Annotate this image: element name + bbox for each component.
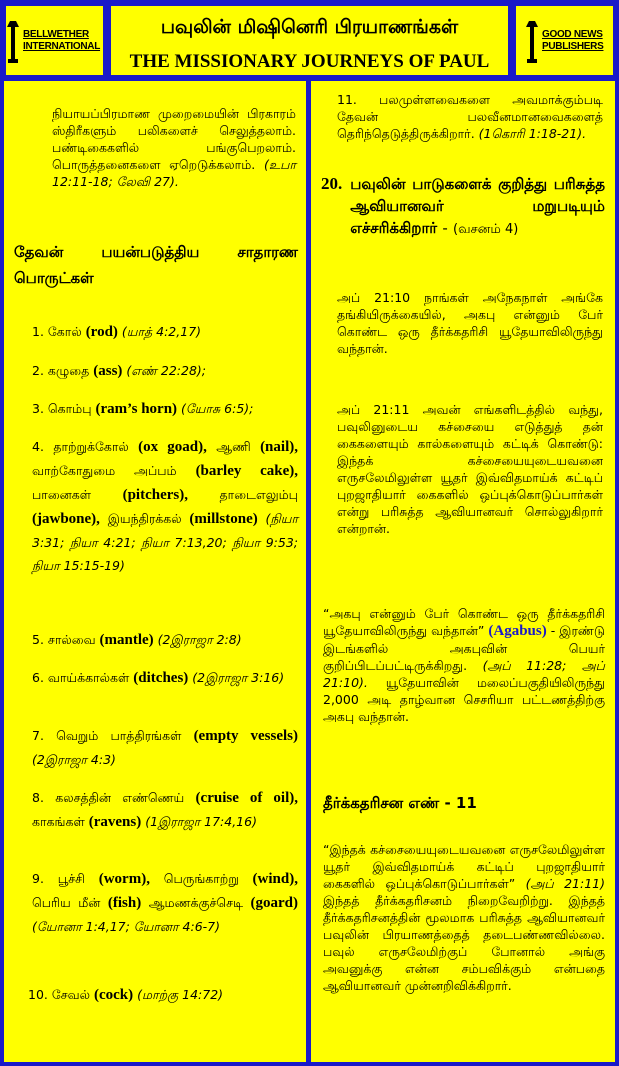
- intro-text: நியாயப்பிரமாண முறைமையின் பிரகாரம் ஸ்திரீகளும் பலிகளைச் செலுத்தலாம். பண்டிகைகளில் பங்குபெறலாம். பொருத்தனைகளை ஏறெடுக்கலாம்.: [52, 106, 296, 172]
- item-english: (rod): [85, 324, 118, 340]
- item-number: 3.: [32, 401, 44, 416]
- item-tamil: இயந்திரக்கல்: [107, 511, 182, 526]
- list-item: [32, 320, 298, 344]
- page-title-tamil: பவுலின் மிஷினெரி பிரயாணங்கள்: [160, 16, 459, 38]
- item-english: (ditches): [133, 670, 189, 686]
- item-number: 9.: [32, 871, 44, 886]
- item-english: (ram’s horn): [95, 401, 178, 417]
- list-item: [32, 359, 298, 383]
- item-11-reference: (1கொரி 1:18-21).: [478, 126, 587, 141]
- lamp-post-icon: [6, 19, 20, 63]
- paragraph-3: [323, 605, 605, 725]
- paragraph-2: அப் 21:11 அவன் எங்களிடத்தில் வந்து, பவுலினுடைய கச்சையை எடுத்துத் தன் கைகளையும் கால்களையும் கட்டிக் கொண்டு: இந்தக் கச்சையையுடையவனை எருசலேமிலுள்ள யூதர் இவ்விதமாய்க் கட்டிப் புறஜாதியார் கைகளில் ஒப்புக்கொடுப்பார்கள் என்று பரிசுத்த ஆவியானவர் சொல்லுகிறார் என்றான்.: [337, 402, 603, 536]
- section-20: [321, 173, 605, 241]
- intro-paragraph: [52, 105, 296, 190]
- item-tamil: சால்வை: [47, 632, 96, 647]
- page-title-english: THE MISSIONARY JOURNEYS OF PAUL: [129, 51, 490, 72]
- agabus-reference: (அப் 11:28; அப் 21:10).: [323, 658, 605, 690]
- bellwether-logo-text: BELLWETHER INTERNATIONAL: [23, 28, 101, 52]
- item-reference: (2இராஜா 4:3): [32, 752, 116, 767]
- item-number: 10.: [28, 987, 48, 1002]
- item-english: (jawbone),: [32, 511, 100, 527]
- item-english: (barley cake),: [195, 463, 298, 479]
- item-tamil: பானைகள்: [32, 487, 92, 502]
- item-tamil: ஆணி: [216, 439, 251, 454]
- agabus-label: (Agabus): [488, 623, 547, 639]
- item-tamil: சேவல்: [51, 987, 91, 1002]
- item-reference: (எண் 22:28);: [126, 363, 207, 378]
- item-english: (goard): [250, 895, 298, 911]
- item-tamil: பெருங்காற்று: [163, 871, 239, 886]
- section-heading: தேவன் பயன்படுத்திய சாதாரண பொருட்கள்: [14, 243, 298, 287]
- item-reference: (2இராஜா 3:16): [192, 670, 285, 685]
- item-english: (fish): [107, 895, 142, 911]
- item-reference: (யோசு 6:5);: [181, 401, 254, 416]
- right-column: [311, 81, 615, 1062]
- item-english: (ravens): [88, 814, 142, 830]
- section-number: 20.: [321, 174, 343, 193]
- item-english: (nail),: [260, 439, 298, 455]
- item-11-text: பலமுள்ளவைகளை அவமாக்கும்படி தேவன் பலவீனமானவைகளைத் தெரிந்தெடுத்திருக்கிறார்.: [337, 92, 603, 141]
- prophecy-reference: (அப் 21:11): [525, 876, 605, 891]
- item-english: (mantle): [99, 632, 154, 648]
- item-reference: (மாற்கு 14:72): [137, 987, 224, 1002]
- item-tamil: தாடைஎலும்பு: [219, 487, 298, 502]
- item-number: 4.: [32, 439, 44, 454]
- item-tamil: ஆமணக்குச்செடி: [148, 895, 244, 910]
- section-dash: -: [442, 219, 448, 237]
- item-number: 7.: [32, 728, 44, 743]
- item-tamil: கழுதை: [47, 363, 90, 378]
- item-tamil: தாற்றுக்கோல்: [53, 439, 129, 454]
- title-box: [109, 4, 510, 77]
- item-english: (millstone): [189, 511, 258, 527]
- item-reference: (யாத் 4:2,17): [121, 324, 202, 339]
- item-reference: (நியா 3:31; நியா 4:21; நியா 7:13,20; நியா 9:53; நியா 15:15-19): [32, 511, 298, 573]
- paragraph-1: அப் 21:10 நாங்கள் அநேகநாள் அங்கே தங்கியிருக்கையில், அகபு என்னும் பேர் கொண்ட ஒரு தீர்க்கதரிசி யூதேயாவிலிருந்து வந்தான்.: [337, 290, 603, 356]
- item-english: (cruise of oil),: [195, 790, 298, 806]
- item-11: [337, 91, 603, 142]
- item-tamil: வாற்கோதுமை அப்பம்: [32, 463, 177, 478]
- list-item: [32, 628, 298, 652]
- section-verse: (வசனம் 4): [453, 222, 519, 237]
- list-item: [28, 983, 298, 1007]
- section-title-block: [350, 173, 605, 241]
- item-english: (pitchers),: [122, 487, 188, 503]
- prophecy-quote: “இந்தக் கச்சையையுடையவனை எருசலேமிலுள்ள யூதர் இவ்விதமாய்க் கட்டிப் புறஜாதியார் கைகளில் ஒப்புக்கொடுப்பார்கள்”: [323, 842, 605, 891]
- left-column: [4, 81, 306, 1062]
- good-news-logo-text: GOOD NEWS PUBLISHERS: [542, 28, 604, 52]
- intro-reference: (உபா 12:11-18; லேவி 27).: [52, 157, 296, 189]
- list-item: [32, 397, 298, 421]
- agabus-tail: யூதேயாவின் மலைப்பகுதியிலிருந்து 2,000 அடி தாழ்வான செசரியா பட்டணத்திற்கு அகபு வந்தான்.: [323, 675, 605, 724]
- item-tamil: கொம்பு: [47, 401, 92, 416]
- item-number: 6.: [32, 670, 44, 685]
- item-number: 1.: [32, 324, 44, 339]
- prophecy-text: இந்தத் தீர்க்கதரிசனம் நிறைவேறிற்று. இந்தத் தீர்க்கதரிசனத்தின் மூலமாக பரிசுத்த ஆவியானவர் பவுலின் பிரயாணத்தைத் தடைபண்ணவில்லை. பவுல் எருசலேமிற்குப் போனால் அங்கு அவனுக்கு என்ன சம்பவிக்கும் என்பதை ஆவியானவர் முன்னறிவிக்கிறார்.: [323, 893, 605, 993]
- item-reference: (2இராஜா 2:8): [157, 632, 242, 647]
- item-english: (empty vessels): [193, 728, 298, 744]
- item-tamil: கலசத்தின் எண்ணெய்: [55, 790, 185, 805]
- item-number: 2.: [32, 363, 44, 378]
- agabus-quote: “அகபு என்னும் பேர் கொண்ட ஒரு தீர்க்கதரிசி யூதேயாவிலிருந்து வந்தான்”: [323, 606, 605, 638]
- item-number: 8.: [32, 790, 44, 805]
- item-reference: (யோனா 1:4,17; யோனா 4:6-7): [32, 919, 221, 934]
- good-news-logo: [514, 4, 615, 77]
- item-english: (cock): [94, 987, 134, 1003]
- item-tamil: பெரிய மீன்: [32, 895, 101, 910]
- item-tamil: வெறும் பாத்திரங்கள்: [56, 728, 182, 743]
- list-item: [32, 666, 298, 690]
- list-item: [32, 786, 298, 834]
- bellwether-logo: [4, 4, 105, 77]
- lamp-post-icon: [525, 19, 539, 63]
- list-item: [32, 867, 298, 938]
- list-item: [32, 435, 298, 577]
- item-english: (ox goad),: [138, 439, 207, 455]
- item-english: (worm),: [98, 871, 150, 887]
- item-english: (ass): [93, 363, 123, 379]
- list-item: [32, 724, 298, 771]
- item-number: 11.: [337, 92, 357, 107]
- item-tamil: காகங்கள்: [32, 814, 85, 829]
- item-number: 5.: [32, 632, 44, 647]
- prophecy-heading: தீர்க்கதரிசன எண் - 11: [323, 794, 477, 812]
- item-tamil: பூச்சி: [57, 871, 85, 886]
- item-tamil: கோல்: [47, 324, 82, 339]
- item-english: (wind),: [252, 871, 298, 887]
- item-reference: (1இராஜா 17:4,16): [145, 814, 257, 829]
- item-tamil: வாய்க்கால்கள்: [47, 670, 130, 685]
- section-title: பவுலின் பாடுகளைக் குறித்து பரிசுத்த ஆவியானவர் மறுபடியும் எச்சரிக்கிறார்: [350, 175, 605, 237]
- paragraph-4: [323, 841, 605, 994]
- agabus-text: - இரண்டு இடங்களில் அகபுவின் பெயர் குறிப்பிடப்பட்டிருக்கிறது.: [323, 623, 605, 673]
